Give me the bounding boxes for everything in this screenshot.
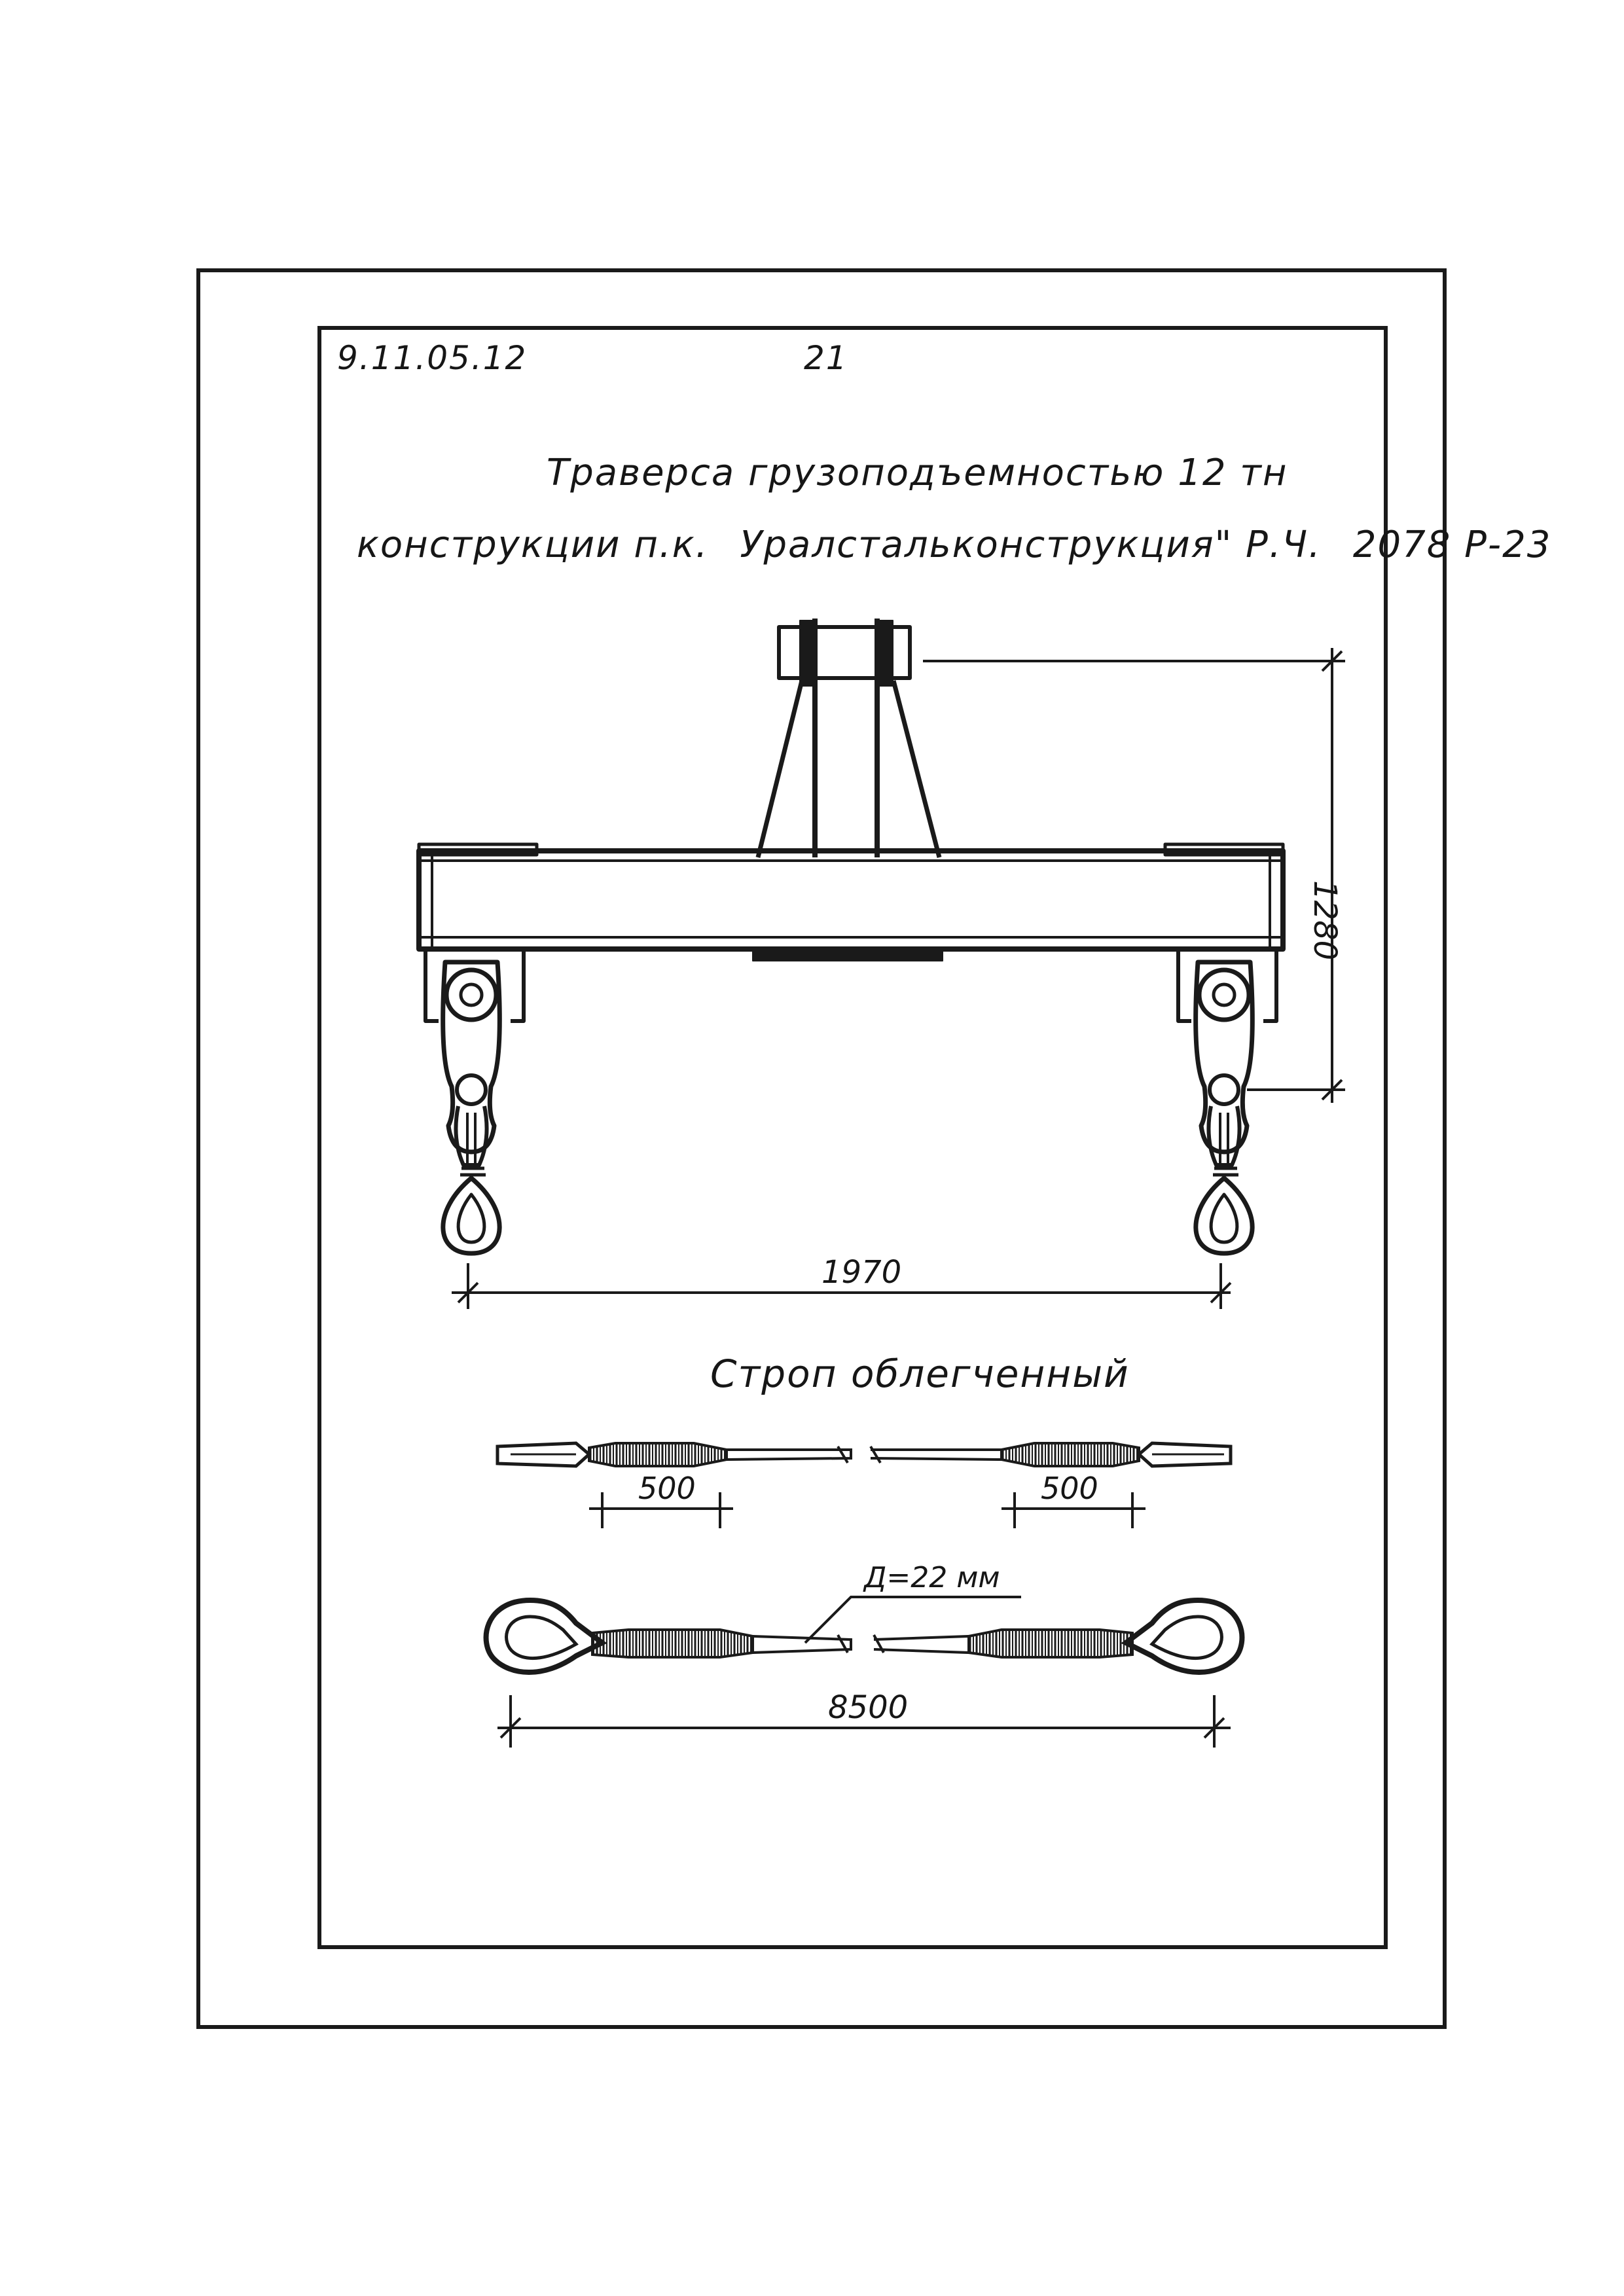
right-hanger <box>1178 949 1276 1253</box>
dimension-span-label: 1970 <box>821 1254 902 1291</box>
title-part-2: Уралстальконструкция" Р.Ч. <box>740 524 1322 566</box>
main-beam <box>419 844 1283 961</box>
dimension-height-label: 1280 <box>1307 880 1343 961</box>
traverse-assembly <box>419 619 1283 1253</box>
splice-right-label: 500 <box>1041 1471 1098 1506</box>
title-part-3: 2078 Р-23 <box>1352 524 1552 566</box>
sling-splice-view <box>497 1443 1231 1528</box>
sling-diameter-label: Д=22 мм <box>864 1561 1000 1594</box>
document-code: 9.11.05.12 <box>337 339 528 377</box>
title-part-1: конструкции п.к. <box>357 524 709 566</box>
drawing-title-line-1: Траверса грузоподъемностью 12 тн <box>547 452 1288 494</box>
page-number: 21 <box>804 339 848 377</box>
splice-left-label: 500 <box>638 1471 696 1506</box>
sling-length-label: 8500 <box>828 1689 909 1726</box>
top-lug <box>758 619 939 857</box>
sling-title: Строп облегченный <box>710 1352 1130 1396</box>
left-hanger <box>425 949 524 1253</box>
